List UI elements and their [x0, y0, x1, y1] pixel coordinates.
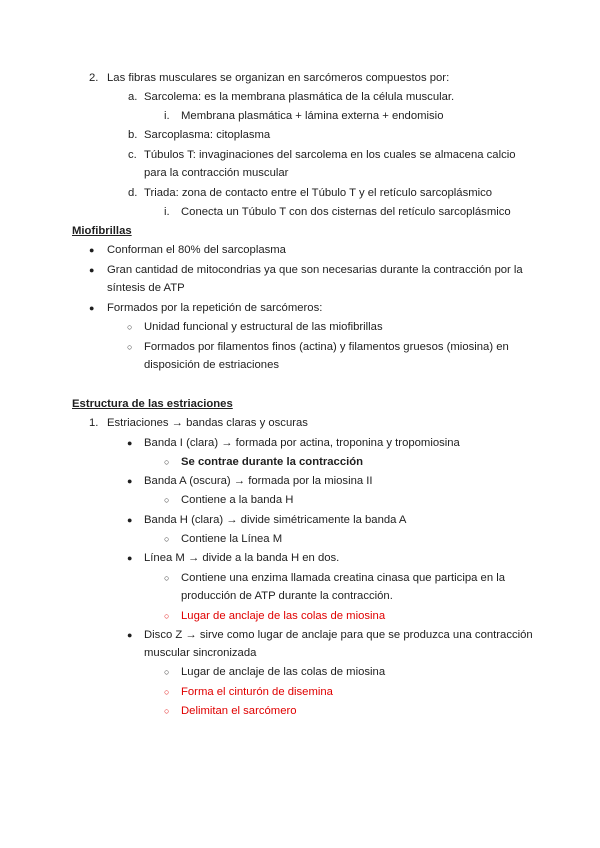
bullet-icon: ●: [89, 265, 95, 275]
list-item: Línea M → divide a la banda H en dos.: [144, 552, 340, 564]
list-roman: i.: [164, 206, 170, 218]
list-item: Membrana plasmática + lámina externa + endomisio: [181, 110, 444, 122]
list-item: Gran cantidad de mitocondrias ya que son necesarias durante la contracción por la: [107, 264, 523, 276]
list-item: Las fibras musculares se organizan en sarcómeros compuestos por:: [107, 72, 450, 84]
list-item: Contiene una enzima llamada creatina cinasa que participa en la: [181, 572, 506, 584]
list-item: Banda A (oscura) → formada por la miosina II: [144, 475, 373, 487]
list-item: Unidad funcional y estructural de las miofibrillas: [144, 321, 383, 333]
list-letter: d.: [128, 187, 138, 199]
bullet-icon: ●: [127, 438, 133, 448]
list-item-highlight: Lugar de anclaje de las colas de miosina: [181, 610, 386, 622]
bullet-icon: ●: [127, 553, 133, 563]
bullet-icon: ●: [89, 245, 95, 255]
bullet-icon: ●: [89, 303, 95, 313]
list-item: Contiene la Línea M: [181, 533, 283, 545]
circle-bullet-icon: ○: [164, 687, 170, 697]
list-item: Banda H (clara) → divide simétricamente la banda A: [144, 514, 407, 526]
circle-bullet-icon: ○: [164, 534, 170, 544]
list-item: Contiene a la banda H: [181, 494, 294, 506]
list-number: 2.: [89, 72, 99, 84]
list-item: Triada: zona de contacto entre el Túbulo T y el retículo sarcoplásmico: [144, 187, 493, 199]
list-item-continuation: síntesis de ATP: [107, 282, 185, 294]
bullet-icon: ●: [127, 476, 133, 486]
list-number: 1.: [89, 417, 99, 429]
list-item-continuation: disposición de estriaciones: [144, 359, 280, 371]
list-item-continuation: muscular sincronizada: [144, 647, 257, 659]
list-item-continuation: producción de ATP durante la contracción.: [181, 590, 393, 602]
list-item-highlight: Delimitan el sarcómero: [181, 705, 297, 717]
bullet-icon: ●: [127, 630, 133, 640]
list-item-highlight: Forma el cinturón de disemina: [181, 686, 333, 698]
circle-bullet-icon: ○: [164, 457, 170, 467]
list-item: Túbulos T: invaginaciones del sarcolema en los cuales se almacena calcio: [144, 149, 516, 161]
list-item: Banda I (clara) → formada por actina, troponina y tropomiosina: [144, 437, 460, 449]
circle-bullet-icon: ○: [164, 706, 170, 716]
list-item-continuation: para la contracción muscular: [144, 167, 289, 179]
circle-bullet-icon: ○: [164, 573, 170, 583]
list-item: Estriaciones → bandas claras y oscuras: [107, 417, 308, 429]
circle-bullet-icon: ○: [164, 495, 170, 505]
list-item: Conecta un Túbulo T con dos cisternas del retículo sarcoplásmico: [181, 206, 511, 218]
circle-bullet-icon: ○: [127, 342, 133, 352]
circle-bullet-icon: ○: [127, 322, 133, 332]
list-item: Lugar de anclaje de las colas de miosina: [181, 666, 386, 678]
section-heading-miofibrillas: Miofibrillas: [72, 225, 132, 237]
list-letter: b.: [128, 129, 138, 141]
list-item: Disco Z → sirve como lugar de anclaje para que se produzca una contracción: [144, 629, 533, 641]
section-heading-estructura: Estructura de las estriaciones: [72, 398, 233, 410]
list-letter: a.: [128, 91, 138, 103]
list-item: Sarcolema: es la membrana plasmática de la célula muscular.: [144, 91, 455, 103]
list-item: Formados por filamentos finos (actina) y filamentos gruesos (miosina) en: [144, 341, 509, 353]
list-roman: i.: [164, 110, 170, 122]
bullet-icon: ●: [127, 515, 133, 525]
list-item: Conforman el 80% del sarcoplasma: [107, 244, 286, 256]
circle-bullet-icon: ○: [164, 667, 170, 677]
list-item: Se contrae durante la contracción: [181, 456, 364, 468]
circle-bullet-icon: ○: [164, 611, 170, 621]
list-item: Sarcoplasma: citoplasma: [144, 129, 271, 141]
list-letter: c.: [128, 149, 137, 161]
list-item: Formados por la repetición de sarcómeros:: [107, 302, 323, 314]
